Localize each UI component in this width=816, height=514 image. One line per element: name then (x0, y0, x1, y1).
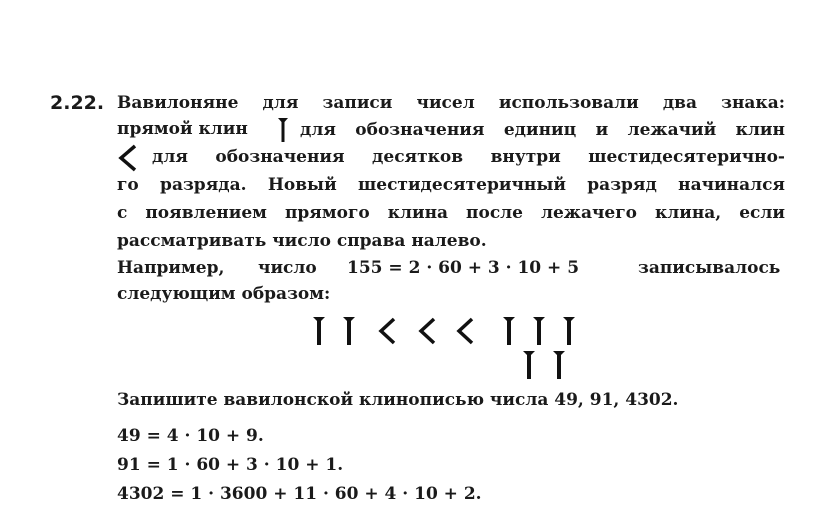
problem-line-5: с появлением прямого клина после лежачего клина, если (117, 203, 785, 223)
solution-line: 49 = 4 · 10 + 9. (117, 426, 264, 446)
horizontal-wedge-icon (117, 144, 137, 172)
problem-line-6: рассматривать число справа налево. (117, 231, 487, 251)
solution-line: 91 = 1 · 60 + 3 · 10 + 1. (117, 455, 344, 475)
vertical-wedge-icon (277, 117, 289, 143)
problem-line-1: Вавилоняне для записи чисел использовали два знака: (117, 93, 785, 113)
problem-line-4: го разряда. Новый шестидесятеричный разряд начинался (117, 175, 785, 195)
vertical-wedge-icon (343, 317, 355, 345)
vertical-wedge-icon (563, 317, 575, 345)
horizontal-wedge-icon (459, 319, 472, 343)
problem-line-7-d: записывалось (638, 258, 781, 278)
cuneiform-example (300, 312, 600, 388)
vertical-wedge-icon (503, 317, 515, 345)
vertical-wedge-icon (553, 351, 565, 379)
vertical-wedge-icon (533, 317, 545, 345)
problem-line-3: для обозначения десятков внутри шестидесятерично- (152, 147, 785, 167)
task-text: Запишите вавилонской клинописью числа 49, 91, 4302. (117, 390, 679, 410)
vertical-wedge-icon (313, 317, 325, 345)
problem-line-7-b: число (258, 258, 317, 278)
problem-line-7-a: Например, (117, 258, 225, 278)
problem-line-2-a: прямой клин (117, 119, 248, 139)
vertical-wedge-icon (523, 351, 535, 379)
problem-line-7-formula: 155 = 2 · 60 + 3 · 10 + 5 (347, 258, 580, 278)
problem-number: 2.22. (50, 92, 105, 114)
problem-line-8: следующим образом: (117, 284, 331, 304)
solution-line: 4302 = 1 · 3600 + 11 · 60 + 4 · 10 + 2. (117, 484, 482, 504)
horizontal-wedge-icon (381, 319, 394, 343)
horizontal-wedge-icon (421, 319, 434, 343)
problem-line-2-b: для обозначения единиц и лежачий клин (300, 120, 785, 140)
